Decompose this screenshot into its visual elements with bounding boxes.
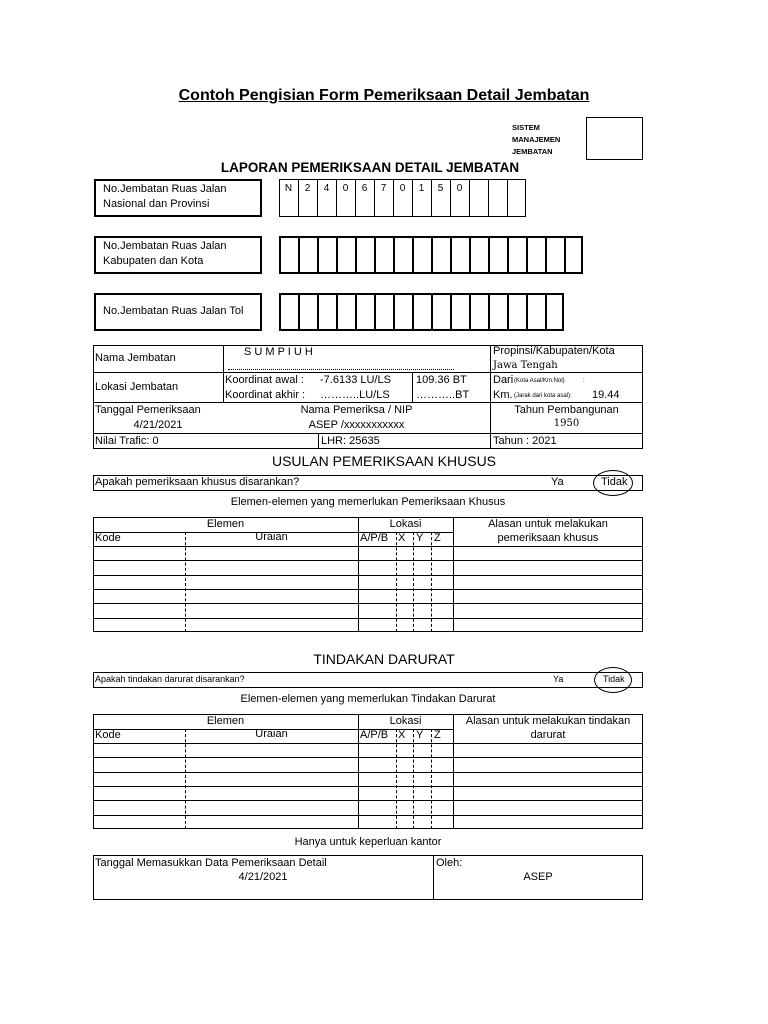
pemeriksa-label: Nama Pemeriksa / NIP (300, 404, 413, 416)
toll-number-cell[interactable] (450, 293, 469, 331)
national-number-digit: 0 (456, 183, 463, 194)
km-note: (Jarak dari kota asal): (514, 393, 572, 399)
usulan-subheading: Elemen-elemen yang memerlukan Pemeriksaan Khusus (230, 496, 506, 508)
national-label-line2: Nasional dan Provinsi (103, 198, 210, 210)
system-label: SISTEM MANAJEMEN JEMBATAN (512, 123, 561, 156)
toll-number-cell[interactable] (488, 293, 507, 331)
toll-number-cell[interactable] (412, 293, 431, 331)
tanggal-label: Tanggal Pemeriksaan (95, 404, 201, 416)
office-oleh-label: Oleh: (436, 857, 463, 869)
national-number-digit: N (284, 183, 293, 194)
regency-number-cell[interactable] (488, 236, 507, 274)
km-value: 19.44 (592, 389, 620, 401)
office-tanggal-value: 4/21/2021 (238, 871, 288, 883)
toll-number-cell[interactable] (507, 293, 526, 331)
regency-number-cell[interactable] (564, 236, 583, 274)
km-label: Km. (493, 389, 513, 401)
regency-number-cell[interactable] (336, 236, 355, 274)
darurat-col-z: Z (434, 729, 441, 741)
dari-colon: : (583, 378, 585, 384)
national-number-cell[interactable] (469, 179, 488, 217)
darurat-row-line (93, 800, 643, 801)
toll-number-cell[interactable] (469, 293, 488, 331)
regency-number-cell[interactable] (298, 236, 317, 274)
office-oleh-value: ASEP (523, 871, 553, 883)
usulan-tidak: Tidak (601, 476, 628, 488)
nilai-trafic: Nilai Trafic: 0 (95, 435, 159, 447)
usulan-row-line (93, 575, 643, 576)
regency-number-cell[interactable] (431, 236, 450, 274)
toll-number-cell[interactable] (374, 293, 393, 331)
darurat-col-kode: Kode (95, 729, 121, 741)
usulan-tidak-circle (593, 470, 633, 496)
koordinat-awal-label: Koordinat awal : (225, 374, 304, 386)
koordinat-awal-bt: 109.36 BT (416, 374, 467, 386)
usulan-row-line (93, 560, 643, 561)
national-number-digit: 0 (342, 183, 349, 194)
regency-number-cell[interactable] (355, 236, 374, 274)
toll-number-cell[interactable] (431, 293, 450, 331)
darurat-tidak: Tidak (603, 674, 625, 684)
national-number-digit: 0 (399, 183, 406, 194)
toll-number-cell[interactable] (336, 293, 355, 331)
usulan-row-line (93, 589, 643, 590)
koordinat-akhir-label: Koordinat akhir : (225, 389, 306, 401)
usulan-row-line (93, 603, 643, 604)
darurat-ya: Ya (553, 674, 564, 684)
darurat-col-apb: A/P/B (360, 729, 389, 741)
regency-number-cell[interactable] (469, 236, 488, 274)
darurat-row-line (93, 772, 643, 773)
usulan-col-alasan-2: pemeriksaan khusus (497, 532, 599, 544)
regency-number-cell[interactable] (450, 236, 469, 274)
nama-jembatan-label: Nama Jembatan (95, 352, 176, 364)
usulan-row-line (93, 618, 643, 619)
toll-number-cell[interactable] (317, 293, 336, 331)
tahun-value: Tahun : 2021 (493, 435, 557, 447)
national-number-digit: 2 (304, 183, 311, 194)
tahun-pembangunan-value: 1950 (553, 418, 580, 429)
darurat-col-uraian: Uraian (255, 728, 288, 740)
koordinat-awal-value: -7.6133 LU/LS (320, 374, 391, 386)
office-heading: Hanya untuk keperluan kantor (294, 836, 442, 848)
tahun-pembangunan-label: Tahun Pembangunan (514, 404, 619, 416)
darurat-row-line (93, 757, 643, 758)
darurat-col-elemen: Elemen (206, 715, 245, 727)
lhr-value: LHR: 25635 (321, 435, 380, 447)
usulan-col-x: X (398, 532, 406, 544)
usulan-col-kode: Kode (95, 532, 121, 544)
darurat-row-line (93, 786, 643, 787)
toll-number-cell[interactable] (355, 293, 374, 331)
propinsi-label: Propinsi/Kabupaten/Kota (493, 345, 615, 357)
darurat-subheading: Elemen-elemen yang memerlukan Tindakan Darurat (240, 693, 496, 705)
page-title: Contoh Pengisian Form Pemeriksaan Detail Jembatan (178, 87, 590, 104)
national-number-digit: 7 (380, 183, 387, 194)
toll-number-cell[interactable] (526, 293, 545, 331)
regency-number-cell[interactable] (526, 236, 545, 274)
regency-number-cell[interactable] (507, 236, 526, 274)
national-label-line1: No.Jembatan Ruas Jalan (103, 183, 227, 195)
regency-number-cell[interactable] (545, 236, 564, 274)
national-number-digit: 5 (437, 183, 444, 194)
national-number-cell[interactable] (488, 179, 507, 217)
lokasi-label: Lokasi Jembatan (95, 381, 179, 393)
national-number-digit: 4 (323, 183, 330, 194)
tanggal-value: 4/21/2021 (133, 419, 183, 431)
usulan-col-uraian: Uraian (255, 531, 288, 543)
usulan-question: Apakah pemeriksaan khusus disarankan? (95, 476, 300, 488)
usulan-col-z: Z (434, 532, 441, 544)
darurat-tidak-circle (594, 667, 632, 693)
usulan-col-apb: A/P/B (360, 532, 389, 544)
darurat-row-line (93, 815, 643, 816)
toll-label: No.Jembatan Ruas Jalan Tol (103, 305, 244, 317)
regency-number-cell[interactable] (317, 236, 336, 274)
dari-label: Dari (493, 374, 514, 386)
koordinat-akhir-bt: ………..BT (416, 389, 470, 401)
system-box (586, 117, 643, 160)
regency-number-cell[interactable] (412, 236, 431, 274)
usulan-ya: Ya (551, 476, 564, 488)
regency-number-cell[interactable] (374, 236, 393, 274)
national-number-cell[interactable] (507, 179, 526, 217)
national-number-digit: 1 (418, 183, 425, 194)
darurat-heading: TINDAKAN DARURAT (313, 651, 455, 667)
nama-jembatan-value: S U M P I U H (244, 346, 313, 358)
office-tanggal-label: Tanggal Memasukkan Data Pemeriksaan Detail (95, 857, 327, 869)
usulan-col-lokasi: Lokasi (389, 518, 422, 530)
propinsi-value: Jawa Tengah (493, 360, 558, 371)
pemeriksa-value: ASEP /xxxxxxxxxxx (308, 419, 405, 431)
usulan-col-elemen: Elemen (206, 518, 245, 530)
regency-number-cell[interactable] (393, 236, 412, 274)
regency-label-line2: Kabupaten dan Kota (103, 255, 204, 267)
report-title: LAPORAN PEMERIKSAAN DETAIL JEMBATAN (220, 160, 520, 175)
regency-number-cell[interactable] (279, 236, 298, 274)
regency-label-line1: No.Jembatan Ruas Jalan (103, 240, 227, 252)
toll-number-cell[interactable] (545, 293, 564, 331)
usulan-col-alasan-1: Alasan untuk melakukan (488, 518, 608, 530)
darurat-col-lokasi: Lokasi (389, 715, 422, 727)
darurat-col-alasan-1: Alasan untuk melakukan tindakan (465, 715, 631, 727)
darurat-col-y: Y (416, 729, 424, 741)
toll-number-cell[interactable] (279, 293, 298, 331)
toll-number-cell[interactable] (298, 293, 317, 331)
darurat-col-alasan-2: darurat (530, 729, 566, 741)
darurat-col-x: X (398, 729, 406, 741)
usulan-col-y: Y (416, 532, 424, 544)
usulan-heading: USULAN PEMERIKSAAN KHUSUS (271, 453, 497, 469)
darurat-question: Apakah tindakan darurat disarankan? (95, 674, 245, 684)
toll-number-cell[interactable] (393, 293, 412, 331)
national-number-digit: 6 (361, 183, 368, 194)
koordinat-akhir-value: ………..LU/LS (320, 389, 390, 401)
dari-note: (Kota Asal/Km.Nol) (514, 378, 565, 384)
